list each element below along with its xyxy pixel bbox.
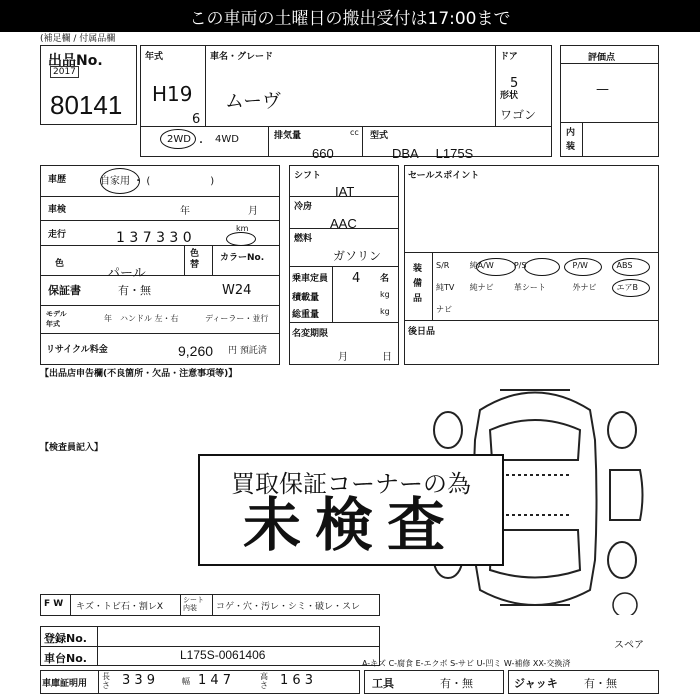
gross-label: 総重量 [292,310,320,320]
jack-value: 有・無 [584,677,617,690]
eq-sr: S/R [436,260,450,270]
cert-height: 高さ [260,672,268,690]
model-year-year: 年 [104,314,112,323]
capacity-unit: 名 [380,274,390,284]
doors-label: ドア [500,52,518,62]
model-year-dealer: ディーラー・並行 [205,314,269,323]
stamp-line1: 買取保証コーナーの為 [231,470,471,498]
cert-v2: 1 4 7 [198,673,232,688]
month-value: 6 [192,112,201,127]
stamp-line2: 未検査 [242,491,459,559]
name-change-day: 日 [382,352,392,363]
seller-notes-label: 【出品店申告欄(不良箇所・欠品・注意事項等)】 [40,369,238,379]
eq-navi2: ナビ [436,304,452,314]
model-year-label1: モデル [46,310,67,318]
eq-awheel: 純A/W [469,260,494,270]
drive-2wd: 2WD [167,134,191,145]
legend-seat-items: コゲ・穴・汚レ・シミ・破レ・スレ [216,602,361,612]
model-label: 型式 [370,131,389,141]
score-label: 評価点 [588,53,616,63]
inspection-month: 月 [248,206,258,217]
mileage-circle [226,232,256,246]
cert-v3: 1 6 3 [280,673,314,688]
eq-ext-navi: 外ナビ [572,282,597,292]
codes-legend: A-キズ C-腐食 E-エクボ S-サビ U-凹ミ W-補修 XX-交換済 [362,659,571,668]
lot-year: 2017 [50,66,79,78]
history-options: 自家用 ・ ( ) [100,176,215,187]
tools-value: 有・無 [440,677,473,690]
name-label: 車名・グレード [210,52,274,62]
post-notes-label: 後日品 [408,327,436,337]
history-label: 車歴 [48,175,67,185]
year-value: H19 [152,82,193,106]
load-unit: kg [380,290,390,299]
mileage-value: 1 3 7 3 3 0 [116,230,192,246]
chassis-value: L175S-0061406 [180,648,266,662]
legend-fw-items: キズ・トビ石・割レX [76,602,163,612]
eq-navi: 純ナビ [469,282,494,292]
eq-leather: 革シート [513,282,546,292]
cc-label: cc [350,128,359,137]
capacity-label: 乗車定員 [292,274,329,284]
eq-airbag: エアB [616,282,639,292]
color-code-value: W24 [222,283,252,298]
jack-label: ジャッキ [514,677,558,690]
fuel-label: 燃料 [294,234,313,244]
eq-ps: P/S [513,260,527,270]
inspection-label: 車検 [48,205,67,215]
body-value: ワゴン [500,108,537,122]
color-value: パール [107,266,146,281]
aircon-label: 冷房 [294,202,313,212]
gross-unit: kg [380,307,390,316]
eq-abs: ABS [616,260,633,270]
cert-len: 長さ [102,672,110,690]
color-code-label: カラーNo. [220,253,265,263]
shift-value: IAT [335,184,355,199]
year-label: 年式 [145,52,164,62]
lot-number: 80141 [50,90,123,120]
legend-seat: シート内装 [183,596,204,612]
recycle-unit: 円 預託済 [228,346,267,356]
equipment-label: 装備品 [413,264,423,304]
mileage-unit: km [236,224,249,233]
registration-label: 登録No. [44,632,87,645]
cert-v1: 3 3 9 [122,673,156,688]
color-label: 色 [55,259,65,269]
model-year-handle: ハンドル 左・右 [120,314,179,323]
name-value: ムーヴ [225,90,282,112]
eq-tv: 純TV [436,282,455,292]
name-change-month: 月 [338,352,348,363]
aircon-value: AAC [330,216,357,231]
model-value: DBA L175S [392,146,474,161]
fuel-value: ガソリン [333,249,382,263]
interior-label: 内装 [566,128,576,152]
eq-pw: P/W [572,260,588,270]
drive-4wd: 4WD [215,134,239,145]
mileage-label: 走行 [48,230,67,240]
left-info-box [40,165,280,365]
spare-label: スペア [614,640,644,651]
cert-width: 幅 [182,677,190,686]
recycle-amount: 9,260 [178,343,214,359]
cert-label: 車庫証明用 [42,679,88,689]
name-change-label: 名変期限 [292,329,329,339]
body-label: 形状 [500,91,519,101]
tools-label: 工具 [372,677,394,690]
color-change-label: 色替 [190,249,200,270]
sales-point-label: セールスポイント [408,171,480,181]
legend-fw: F W [44,599,64,609]
score-value: — [596,82,609,97]
recycle-label: リサイクル料金 [46,345,108,355]
warranty-value: 有・無 [118,284,151,297]
banner-text: この車両の土曜日の搬出受付は17:00まで [189,9,511,29]
inspection-year: 年 [180,206,190,217]
shift-label: シフト [294,171,322,181]
load-label: 積載量 [292,293,320,303]
drive-circle [160,129,196,149]
displacement-label: 排気量 [274,131,302,141]
model-year-label2: 年式 [46,320,60,328]
capacity-value: 4 [352,271,361,286]
inspector-label: 【検査員記入】 [40,443,104,453]
history-circle [100,168,140,194]
chassis-label: 車台No. [44,652,87,665]
header-fragment: (補足欄 / 付属品欄 [40,34,116,44]
warranty-label: 保証書 [48,284,81,297]
displacement-value: 660 [312,146,334,161]
doors-value: 5 [510,76,519,91]
lot-label: 出品No. [48,53,103,69]
